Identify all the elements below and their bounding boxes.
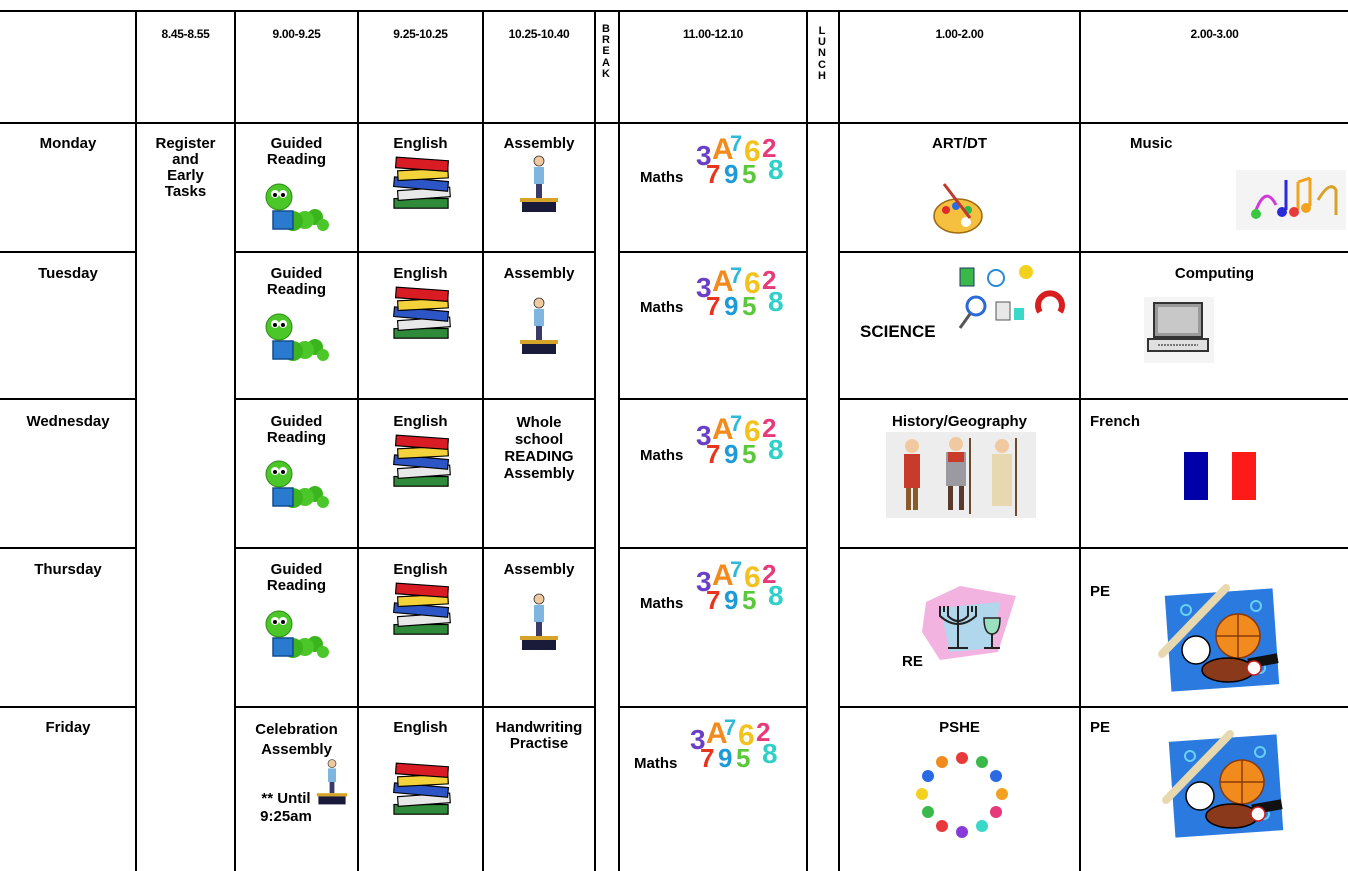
grid-line [234, 398, 595, 400]
text-line: ** Until [261, 790, 311, 807]
numbers-icon [694, 558, 794, 614]
french-flag-icon [1184, 452, 1256, 500]
grid-line [234, 547, 595, 549]
until-text [236, 790, 336, 826]
text-line: READING [504, 448, 574, 465]
guided-reading-text [236, 266, 357, 298]
laptop-icon [1144, 297, 1214, 363]
books-stack-icon [382, 762, 462, 820]
flag-white-stripe [1208, 452, 1232, 500]
speaker-podium-icon [516, 154, 562, 214]
text-line: Reading [266, 151, 327, 168]
grid-line [618, 10, 620, 871]
grid-line [0, 547, 136, 549]
lunch-letter: N [818, 47, 826, 60]
text-line: Guided [270, 265, 323, 282]
register-line: Register [155, 135, 216, 152]
menorah-icon [920, 582, 1020, 662]
text-line: 9:25am [260, 808, 312, 825]
text-line: Guided [270, 413, 323, 430]
break-letter: K [602, 67, 610, 80]
lunch-letter: L [818, 25, 826, 37]
grid-line [838, 398, 1348, 400]
speaker-podium-icon [516, 296, 562, 356]
break-letter: R [602, 34, 610, 47]
guided-reading-text [236, 562, 357, 594]
text-line: Guided [270, 135, 323, 152]
lunch-letter: H [818, 69, 826, 82]
numbers-icon [694, 264, 794, 320]
day-label: Wednesday [26, 413, 110, 430]
grid-line [0, 10, 1348, 12]
grid-line [618, 398, 808, 400]
pe-text: PE [1090, 583, 1111, 600]
bookworm-icon [258, 602, 338, 662]
english-text: English [393, 265, 448, 282]
sports-equipment-icon [1156, 584, 1286, 694]
maths-text: Maths [634, 755, 678, 772]
lunch-label [816, 26, 828, 82]
computing-text: Computing [1174, 265, 1255, 282]
english-text: English [393, 413, 448, 430]
grid-line [618, 547, 808, 549]
register-line: and [172, 151, 199, 168]
time-header: 2.00-3.00 [1190, 27, 1239, 41]
re-text: RE [902, 653, 923, 670]
grid-line [618, 251, 808, 253]
english-text: English [393, 561, 448, 578]
day-label: Monday [39, 135, 97, 152]
assembly-text [484, 136, 594, 152]
pshe-text: PSHE [939, 719, 980, 736]
time-header: 9.25-10.25 [393, 27, 448, 41]
historical-figures-icon [886, 432, 1036, 518]
grid-line [0, 251, 136, 253]
grid-line [234, 251, 595, 253]
sports-equipment-icon [1160, 730, 1290, 840]
register-text [137, 136, 234, 200]
break-label [600, 24, 612, 80]
day-label: Tuesday [38, 265, 98, 282]
text-line: Assembly [503, 135, 575, 152]
text-line: school [514, 431, 564, 448]
history-geography-text: History/Geography [891, 413, 1028, 430]
text-line: Reading [266, 429, 327, 446]
flag-blue-stripe [1184, 452, 1208, 500]
numbers-icon [688, 716, 788, 772]
guided-reading-text [236, 136, 357, 168]
music-notes-icon [1234, 170, 1348, 230]
grid-line [0, 398, 136, 400]
assembly-text [484, 562, 594, 578]
circle-of-children-icon [912, 750, 1012, 840]
books-stack-icon [382, 434, 462, 492]
text-line: Celebration [255, 721, 338, 738]
time-header: 9.00-9.25 [272, 27, 321, 41]
grid-line [618, 706, 808, 708]
speaker-podium-icon [516, 592, 562, 652]
maths-text: Maths [640, 299, 684, 316]
text-line: Assembly [503, 561, 575, 578]
time-header: 10.25-10.40 [508, 27, 570, 41]
grid-line [0, 122, 1348, 124]
text-line: Guided [270, 561, 323, 578]
assembly-text [484, 414, 594, 482]
register-line: Early [167, 167, 204, 184]
maths-text: Maths [640, 169, 684, 186]
bookworm-icon [258, 305, 338, 365]
text-line: Assembly [503, 465, 575, 482]
day-label: Thursday [34, 561, 102, 578]
english-text: English [393, 135, 448, 152]
text-line: Assembly [503, 265, 575, 282]
handwriting-text [484, 720, 594, 752]
grid-line [0, 706, 136, 708]
maths-text: Maths [640, 595, 684, 612]
books-stack-icon [382, 156, 462, 214]
lunch-letter: C [818, 58, 826, 71]
science-text: SCIENCE [860, 322, 936, 341]
flag-red-stripe [1232, 452, 1256, 500]
numbers-icon [694, 412, 794, 468]
break-letter: E [602, 45, 610, 58]
bookworm-icon [258, 452, 338, 512]
grid-line [806, 10, 808, 871]
grid-line [838, 251, 1348, 253]
bookworm-icon [258, 175, 338, 235]
pe-text: PE [1090, 719, 1111, 736]
art-dt-text: ART/DT [932, 135, 987, 152]
text-line: Reading [266, 281, 327, 298]
grid-line [838, 547, 1348, 549]
science-equipment-icon [956, 262, 1066, 332]
english-text: English [393, 719, 448, 736]
text-line: Whole [516, 414, 562, 431]
guided-reading-text [236, 414, 357, 446]
time-header: 11.00-12.10 [682, 27, 744, 41]
grid-line [1079, 10, 1081, 871]
celebration-assembly-text [236, 720, 357, 760]
music-text: Music [1130, 135, 1173, 152]
books-stack-icon [382, 286, 462, 344]
grid-line [594, 10, 596, 871]
break-letter: A [602, 56, 610, 69]
break-letter: B [602, 23, 610, 35]
lunch-letter: U [818, 36, 826, 49]
assembly-text [484, 266, 594, 282]
text-line: Reading [266, 577, 327, 594]
maths-text: Maths [640, 447, 684, 464]
text-line: Handwriting [495, 719, 583, 736]
grid-line [838, 706, 1348, 708]
grid-line [234, 706, 595, 708]
paint-palette-icon [930, 178, 990, 238]
numbers-icon [694, 132, 794, 188]
time-header: 1.00-2.00 [935, 27, 984, 41]
text-line: Assembly [261, 741, 332, 758]
text-line: Practise [509, 735, 569, 752]
register-line: Tasks [164, 183, 207, 200]
books-stack-icon [382, 582, 462, 640]
french-text: French [1090, 413, 1141, 430]
day-label: Friday [45, 719, 91, 736]
time-header: 8.45-8.55 [161, 27, 210, 41]
